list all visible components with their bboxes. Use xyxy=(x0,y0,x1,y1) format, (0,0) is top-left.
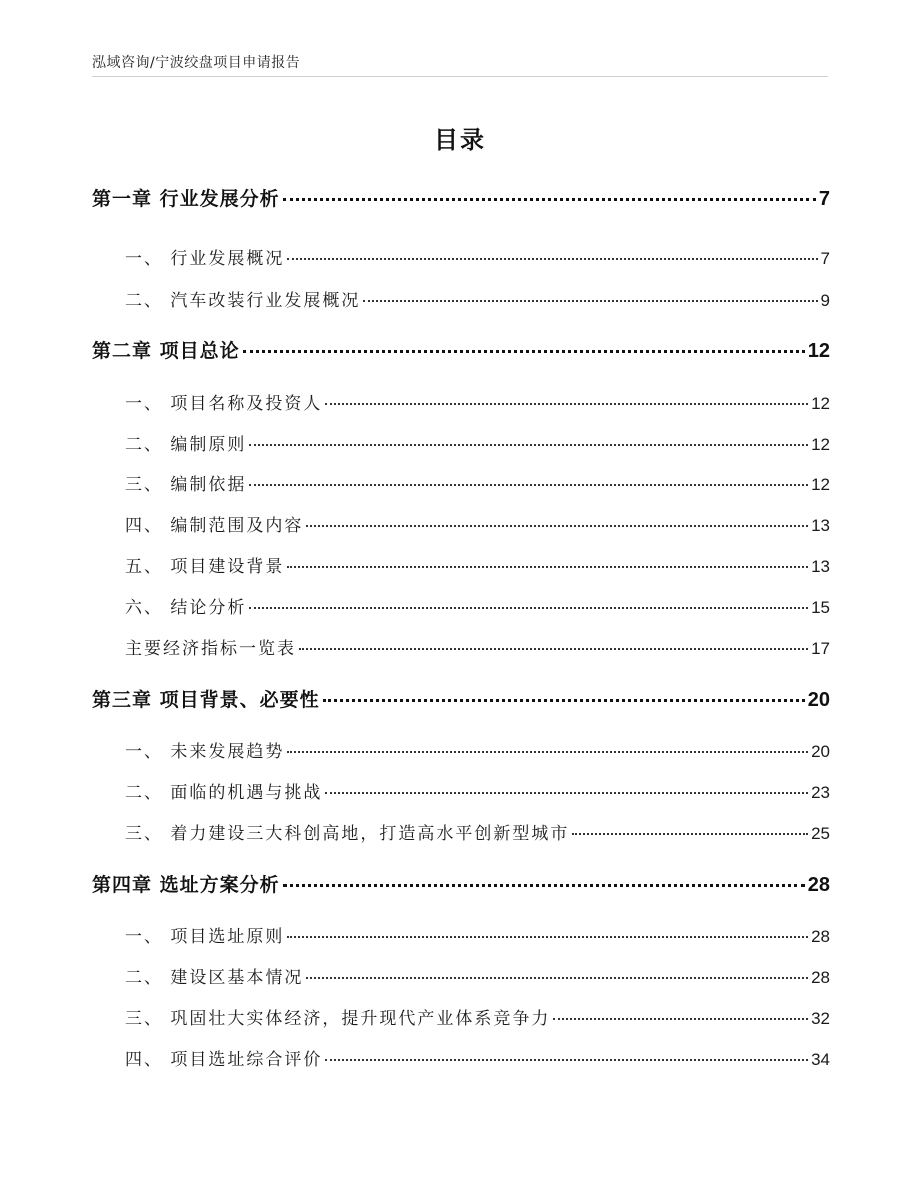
toc-entry-label: 三、 着力建设三大科创高地，打造高水平创新型城市 xyxy=(125,824,570,844)
toc-section-entry[interactable] xyxy=(125,470,830,495)
toc-page-number: 7 xyxy=(818,188,830,210)
toc-page-number: 12 xyxy=(807,340,830,362)
toc-section-entry[interactable] xyxy=(125,244,830,269)
toc-page-number: 23 xyxy=(811,783,830,802)
toc-page-number: 12 xyxy=(811,475,830,494)
dot-leader xyxy=(287,566,808,568)
toc-chapter-entry[interactable] xyxy=(92,184,830,211)
toc-page-number: 17 xyxy=(811,639,830,658)
dot-leader xyxy=(243,350,805,353)
dot-leader xyxy=(287,936,808,938)
toc-entry-label: 主要经济指标一览表 xyxy=(125,639,296,659)
toc-entry-label: 二、 编制原则 xyxy=(125,435,247,455)
toc-section-entry[interactable] xyxy=(125,593,830,618)
toc-entry-label: 第四章 选址方案分析 xyxy=(92,874,280,896)
dot-leader xyxy=(249,607,808,609)
toc-page-number: 12 xyxy=(811,435,830,454)
toc-chapter-entry[interactable] xyxy=(92,685,830,712)
dot-leader xyxy=(553,1018,808,1020)
toc-entry-label: 一、 项目选址原则 xyxy=(125,927,285,947)
toc-entry-label: 三、 巩固壮大实体经济，提升现代产业体系竞争力 xyxy=(125,1009,551,1029)
running-header: 泓域咨询/宁波绞盘项目申请报告 xyxy=(92,55,301,71)
dot-leader xyxy=(325,792,808,794)
toc-page-number: 28 xyxy=(811,968,830,987)
toc-entry-label: 五、 项目建设背景 xyxy=(125,557,285,577)
dot-leader xyxy=(287,751,808,753)
toc-entry-label: 六、 结论分析 xyxy=(125,598,247,618)
toc-entry-label: 二、 建设区基本情况 xyxy=(125,968,304,988)
dot-leader xyxy=(283,198,816,201)
toc-section-entry[interactable] xyxy=(125,430,830,455)
toc-page-number: 20 xyxy=(807,689,830,711)
dot-leader xyxy=(249,444,808,446)
toc-page-number: 20 xyxy=(811,742,830,761)
toc-section-entry[interactable] xyxy=(125,737,830,762)
toc-entry-label: 第三章 项目背景、必要性 xyxy=(92,689,320,711)
toc-section-entry[interactable] xyxy=(125,963,830,988)
toc-chapter-entry[interactable] xyxy=(92,336,830,363)
toc-entry-label: 四、 项目选址综合评价 xyxy=(125,1050,323,1070)
toc-entry-label: 一、 未来发展趋势 xyxy=(125,742,285,762)
toc-page-number: 9 xyxy=(820,291,830,310)
toc-entry-label: 一、 项目名称及投资人 xyxy=(125,394,323,414)
toc-section-entry[interactable] xyxy=(125,1045,830,1070)
toc-page-number: 12 xyxy=(811,394,830,413)
toc-entry-label: 四、 编制范围及内容 xyxy=(125,516,304,536)
toc-section-entry[interactable] xyxy=(125,511,830,536)
toc-chapter-entry[interactable] xyxy=(92,870,830,897)
toc-page-number: 13 xyxy=(811,516,830,535)
dot-leader xyxy=(287,258,817,260)
toc-entry-label: 一、 行业发展概况 xyxy=(125,249,285,269)
dot-leader xyxy=(283,884,805,887)
toc-section-entry[interactable] xyxy=(125,552,830,577)
toc-section-entry[interactable] xyxy=(125,634,830,659)
toc-entry-label: 二、 面临的机遇与挑战 xyxy=(125,783,323,803)
toc-page-number: 34 xyxy=(811,1050,830,1069)
toc-entry-label: 第一章 行业发展分析 xyxy=(92,188,280,210)
toc-section-entry[interactable] xyxy=(125,286,830,311)
toc-page-number: 7 xyxy=(820,249,830,268)
toc-page-number: 25 xyxy=(811,824,830,843)
toc-page-number: 32 xyxy=(811,1009,830,1028)
header-divider xyxy=(92,76,828,77)
toc-page-number: 13 xyxy=(811,557,830,576)
toc-section-entry[interactable] xyxy=(125,389,830,414)
page-title: 目录 xyxy=(434,126,486,154)
dot-leader xyxy=(306,977,808,979)
toc-page-number: 28 xyxy=(811,927,830,946)
toc-page-number: 28 xyxy=(807,874,830,896)
toc-page-number: 15 xyxy=(811,598,830,617)
toc-entry-label: 二、 汽车改装行业发展概况 xyxy=(125,291,361,311)
toc-section-entry[interactable] xyxy=(125,1004,830,1029)
dot-leader xyxy=(249,484,808,486)
toc-section-entry[interactable] xyxy=(125,922,830,947)
dot-leader xyxy=(325,1059,808,1061)
toc-section-entry[interactable] xyxy=(125,778,830,803)
dot-leader xyxy=(572,833,808,835)
toc-entry-label: 三、 编制依据 xyxy=(125,475,247,495)
toc-entry-label: 第二章 项目总论 xyxy=(92,340,240,362)
dot-leader xyxy=(363,300,817,302)
dot-leader xyxy=(306,525,808,527)
dot-leader xyxy=(323,699,805,702)
dot-leader xyxy=(299,648,808,650)
dot-leader xyxy=(325,403,808,405)
toc-section-entry[interactable] xyxy=(125,819,830,844)
